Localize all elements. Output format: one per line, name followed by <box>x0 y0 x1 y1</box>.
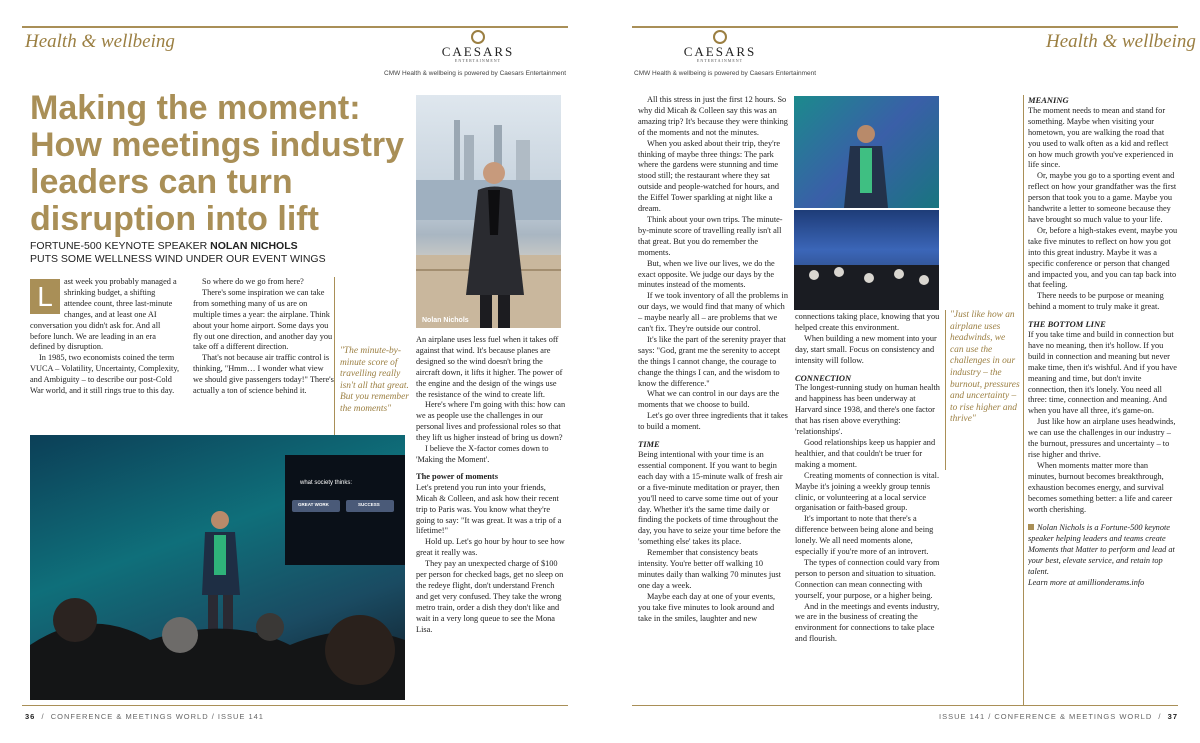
footer: ISSUE 141 / CONFERENCE & MEETINGS WORLD / 37 <box>939 712 1178 721</box>
section-label: Health & wellbeing <box>25 31 175 52</box>
paragraph: Creating moments of connection is vital. Maybe it's joining a weekly group tennis clinic, or volunteering at a local service organisation or faith-based group. <box>795 470 940 513</box>
audience-photo <box>794 210 939 310</box>
subheading: THE BOTTOM LINE <box>1028 319 1106 330</box>
paragraph: So where do we go from here? <box>202 277 304 286</box>
logo-name: CAESARS <box>683 44 757 59</box>
logo-sub: ENTERTAINMENT <box>696 58 744 63</box>
portrait-illustration <box>416 95 561 328</box>
page-number: 37 <box>1167 712 1178 721</box>
subheading: TIME <box>638 439 660 450</box>
dek-post: PUTS SOME WELLNESS WIND UNDER OUR EVENT WINGS <box>30 253 326 265</box>
paragraph: When building a new moment into your day, start small. Focus on consistency and intensity will follow. <box>795 333 937 365</box>
portrait-photo <box>416 95 561 328</box>
column-divider <box>334 277 335 437</box>
paragraph: When moments matter more than minutes, burnout becomes breakthrough, exhaustion becomes energy, and survival becomes something better: a life and career worth cherishing. <box>1028 460 1173 514</box>
paragraph: In 1985, two economists coined the term VUCA – Volatility, Uncertainty, Complexity, and Ambiguity – to describe our post-Cold War world, and it still rings true to this day. <box>30 353 180 396</box>
paragraph: When you asked about their trip, they're thinking of maybe three things: The park where the gardens were stunning and time stood still; the restaurant where they sat outside and people-watched for hours, and the Eiffel Tower sparkling at night like a dream. <box>638 138 781 214</box>
crest-icon <box>713 30 727 44</box>
footer-text: ISSUE 141 / CONFERENCE & MEETINGS WORLD <box>939 712 1153 721</box>
dek-name: NOLAN NICHOLS <box>210 240 298 252</box>
footer-text: CONFERENCE & MEETINGS WORLD / ISSUE 141 <box>50 712 264 721</box>
powered-by: CMW Health & wellbeing is powered by Caesars Entertainment <box>384 70 567 77</box>
paragraph: All this stress in just the first 12 hours. So why did Micah & Colleen say this was an amazing trip? It's because they were thinking of the moments and not the minutes. <box>638 95 788 137</box>
pull-quote: "The minute-by-minute score of travelling really isn't all that great. But you remember the moments" <box>340 346 409 414</box>
paragraph: There's some inspiration we can take from something many of us are on multiple times a year: the airplane. Think about your home airport. Some days you fly out one direction, and another day you take off a different direction. <box>193 287 333 352</box>
caesars-logo <box>438 30 518 63</box>
paragraph: But, when we live our lives, we do the exact opposite. We judge our days by the minutes instead of the moments. <box>638 258 775 290</box>
paragraph: ast week you probably managed a shrinking budget, a shifting attendee count, three last-minute changes, and at least one AI conversation you didn't ask for. And all before lunch. We are leading in an era defined by disruption. <box>30 277 177 352</box>
crest-icon <box>471 30 485 44</box>
bullet-square-icon <box>1028 524 1034 530</box>
subheading: The power of moments <box>416 471 498 481</box>
pull-quote: "Just like how an airplane uses headwinds, we can use the challenges in our industry – the burnout, pressures and uncertainty – to rise higher and thrive" <box>950 310 1020 425</box>
paragraph: Hold up. Let's go hour by hour to see how great it really was. <box>416 537 565 558</box>
stage-screen-title: what society thinks: <box>300 480 353 486</box>
subheading: MEANING <box>1028 95 1069 105</box>
page-number: 36 <box>25 712 36 721</box>
body-column-1 <box>638 95 788 700</box>
body-column-3 <box>416 335 566 705</box>
stage-screen-tag: GREAT WORK <box>298 502 329 507</box>
bottom-rule <box>22 705 568 706</box>
logo-sub: ENTERTAINMENT <box>454 58 502 63</box>
stage-photo <box>30 435 405 700</box>
speaker-illustration <box>794 96 939 208</box>
paragraph: I believe the X-factor comes down to 'Making the Moment'. <box>416 444 549 464</box>
dek-pre: FORTUNE-500 KEYNOTE SPEAKER <box>30 240 211 252</box>
paragraph: An airplane uses less fuel when it takes off against that wind. It's because planes are designed so the wind doesn't bring the aircraft down, it lifts it higher. The power of the engine and the design of the wings use the resistance of the wind to create lift. <box>416 335 563 399</box>
paragraph: And in the meetings and events industry, we are in the business of creating the environment for connections to take place and flourish. <box>795 601 940 644</box>
photo-caption: Nolan Nichols <box>422 317 469 324</box>
paragraph: It's like the part of the serenity prayer that says: "God, grant me the serenity to accept the things I cannot change, the courage to change the things I can, and the wisdom to know the difference." <box>638 334 786 388</box>
paragraph: That's not because air traffic control is thinking, "Hmm… I wonder what view we should give passengers today!" There's actually a ton of science behind it. <box>193 353 334 396</box>
bio-text: Nolan Nichols is a Fortune-500 keynote speaker helping leaders and teams create Moments that Matter to perform and lead at your best, elevate service, and retain top talent. <box>1028 523 1175 577</box>
bottom-rule <box>632 705 1178 706</box>
speaker-photo <box>794 96 939 208</box>
paragraph: Let's pretend you run into your friends, Micah & Colleen, and ask how their recent trip to Paris was. You know what they're going to say: "It was great. It was a trip of a lifetime!" <box>416 482 562 536</box>
paragraph: Just like how an airplane uses headwinds, we can use the challenges in our industry – the burnout, pressures and uncertainty – to rise higher and thrive. <box>1028 417 1176 459</box>
paragraph: They pay an unexpected charge of $100 per person for checked bags, get no sleep on the redeye flight, don't understand French and get very confused. They take the wrong metro train, order a dish they don't like and wait in a very long queue to see the Mona Lisa. <box>416 559 564 634</box>
subheading: CONNECTION <box>795 372 852 383</box>
audience-illustration <box>794 210 939 310</box>
paragraph: Here's where I'm going with this: how can we as people use the challenges in our personal lives and professional roles so that they lift us higher instead of bring us down? <box>416 400 566 443</box>
dek <box>30 240 410 266</box>
paragraph: Being intentional with your time is an essential component. If you want to begin each day with a 15-minute walk of fresh air or a five-minute meditation or prayer, then you'll need to carve some time out of your day. Whether it's the same time daily or finding the pockets of time throughout the day, you have to seize your time before the 'something else' takes its place. <box>638 450 783 547</box>
body-column-1 <box>30 277 180 437</box>
paragraph: The longest-running study on human health and happiness has been underway at Harvard since 1938, and there's one factor that has risen above everything: 'relationships'. <box>795 383 940 437</box>
paragraph: Let's go over three ingredients that it takes to build a moment. <box>638 411 788 432</box>
logo-name: CAESARS <box>441 44 515 59</box>
caesars-logo <box>680 30 760 63</box>
top-rule <box>22 26 568 28</box>
body-column-2 <box>795 312 940 707</box>
paragraph: The moment needs to mean and stand for something. Maybe when visiting your hometown, you are walking the road that you used to walk often as a kid and reflect on how much growth you've experienced in life since. <box>1028 105 1174 170</box>
paragraph: The types of connection could vary from person to person and situation to situation. Connection can mean connecting with yourself, your purpose, or a higher being. <box>795 557 940 600</box>
powered-by: CMW Health & wellbeing is powered by Caesars Entertainment <box>634 70 817 77</box>
paragraph: Good relationships keep us happier and healthier, and that couldn't be truer for making a moment. <box>795 437 936 469</box>
bio-link[interactable]: Learn more at amillionderams.info <box>1028 577 1145 587</box>
paragraph: There needs to be purpose or meaning behind a moment to truly make it great. <box>1028 291 1164 312</box>
paragraph: If you take time and build in connection but have no meaning, then it's hollow. If you build in connection and meaning but never make time, then it's wishful. And if you have meaning and time, but don't invite connection, then it's lonely. You need all three: time, connection and meaning. And when you have all three, it's game-on. <box>1028 330 1177 416</box>
paragraph: connections taking place, knowing that you helped create this environment. <box>795 312 940 332</box>
section-label: Health & wellbeing <box>1046 31 1196 52</box>
paragraph: Think about your own trips. The minute-by-minute score of travelling really isn't all that great. But you do remember the moments. <box>638 214 783 257</box>
headline: Making the moment: How meetings industry leaders can turn disruption into lift <box>30 89 405 238</box>
paragraph: Remember that consistency beats intensity. You're better off walking 10 minutes daily than walking 70 minutes just one day a week. <box>638 548 781 590</box>
top-rule <box>632 26 1178 28</box>
author-bio <box>1028 523 1178 588</box>
footer: 36 / CONFERENCE & MEETINGS WORLD / ISSUE 141 <box>25 712 264 721</box>
body-column-3 <box>1028 95 1178 705</box>
paragraph: It's important to note that there's a difference between being alone and being lonely. We all need moments alone, especially if you're more of an introvert. <box>795 514 934 557</box>
paragraph: Or, maybe you go to a sporting event and reflect on how your grandfather was the first person that took you to a game. Maybe you handwrite a letter to someone because they have brought so much value to your life. <box>1028 171 1177 224</box>
drop-cap: L <box>30 279 60 314</box>
paragraph: If we took inventory of all the problems in our days, we would find that many of which – maybe nearly all – are problems that we can't fix. They're outside our control. <box>638 291 788 334</box>
stage-screen-tag: SUCCESS <box>358 502 380 507</box>
paragraph: Or, before a high-stakes event, maybe you take five minutes to reflect on how you got into this great industry. Maybe it was a specific conference or person that changed and impacted you, and you can tap back into that feeling. <box>1028 225 1178 290</box>
column-divider <box>1023 95 1024 705</box>
body-column-2 <box>193 277 335 437</box>
column-divider <box>945 310 946 470</box>
stage-illustration <box>30 435 405 700</box>
paragraph: Maybe each day at one of your events, you take five minutes to look around and take in the smiles, laughter and new <box>638 591 776 623</box>
paragraph: What we can control in our days are the moments that we choose to build. <box>638 389 780 410</box>
right-page <box>600 0 1200 743</box>
